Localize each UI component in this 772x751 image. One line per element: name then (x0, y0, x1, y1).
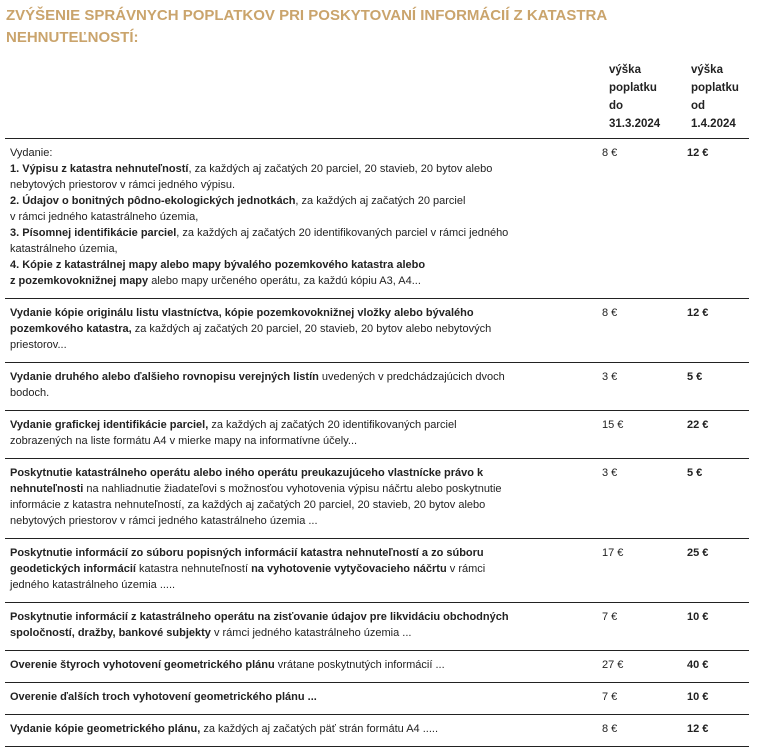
description-bold-text: Poskytnutie katastrálneho operátu alebo iného operátu preukazujúceho vlastnícke právo k (10, 467, 484, 479)
description-line (10, 417, 580, 433)
header-description (5, 59, 598, 139)
description-line (10, 609, 580, 625)
header-new-line: poplatku (691, 82, 739, 94)
table-row (5, 683, 749, 715)
description-text: jedného katastrálneho územia ..... (10, 579, 176, 591)
description-text: vrátane poskytnutých informácií ... (274, 659, 445, 671)
fee-old-value: 27 € (598, 651, 679, 683)
fee-table (5, 59, 749, 747)
fee-old-value: 15 € (598, 411, 679, 459)
header-old-line: výška (609, 64, 641, 76)
fee-description (5, 683, 598, 715)
description-line (10, 657, 580, 673)
header-new-line: výška (691, 64, 723, 76)
description-bold-text: Vydanie kópie geometrického plánu, (10, 723, 201, 735)
description-line (10, 161, 580, 177)
fee-description (5, 603, 598, 651)
table-row (5, 363, 749, 411)
description-line (10, 145, 580, 161)
description-bold-text: 2. Údajov o bonitných pôdno-ekologických jednotkách (10, 195, 296, 207)
table-header-row (5, 59, 749, 139)
description-text: uvedených v predchádzajúcich dvoch (318, 371, 505, 383)
description-text: nebytových priestorov v rámci jedného katastrálneho územia ... (10, 515, 318, 527)
description-line (10, 721, 580, 737)
description-bold-text: z pozemkovoknižnej mapy (10, 275, 149, 287)
description-line (10, 625, 580, 641)
description-bold-text: Overenie štyroch vyhotovení geometrického plánu (10, 659, 275, 671)
fee-old-value: 3 € (598, 459, 679, 539)
fee-old-value: 7 € (598, 683, 679, 715)
description-text: za každých aj začatých päť strán formátu A4 ..... (200, 723, 438, 735)
fee-old-value: 17 € (598, 539, 679, 603)
description-text: , za každých aj začatých 20 parciel, 20 stavieb, 20 bytov alebo (188, 163, 493, 175)
description-text: katastra nehnuteľností (135, 563, 252, 575)
description-text: , za každých aj začatých 20 parciel (295, 195, 466, 207)
header-new-line: od (691, 100, 706, 112)
description-line (10, 193, 580, 209)
description-line (10, 257, 580, 273)
fee-description (5, 459, 598, 539)
description-text: alebo mapy určeného operátu, za každú kópiu A3, A4... (148, 275, 421, 287)
description-bold-text: Vydanie grafickej identifikácie parciel, (10, 419, 209, 431)
table-row (5, 715, 749, 747)
header-new-line: 1.4.2024 (691, 118, 736, 130)
fee-description (5, 411, 598, 459)
description-line (10, 305, 580, 321)
table-row (5, 411, 749, 459)
description-line (10, 497, 580, 513)
description-text: zobrazených na liste formátu A4 v mierke mapy na informatívne účely... (10, 435, 358, 447)
description-line (10, 273, 580, 289)
description-bold-text: Poskytnutie informácií z katastrálneho operátu na zisťovanie údajov pre likvidáciu obchodných (10, 611, 509, 623)
description-text: priestorov... (10, 339, 67, 351)
table-row (5, 651, 749, 683)
description-line (10, 337, 580, 353)
fee-old-value: 7 € (598, 603, 679, 651)
description-bold-text: geodetických informácií (10, 563, 136, 575)
description-bold-text: Poskytnutie informácií zo súboru popisných informácií katastra nehnuteľností a zo súboru (10, 547, 484, 559)
fee-description (5, 363, 598, 411)
description-text: katastrálneho územia, (10, 243, 118, 255)
description-bold-text: spoločností, dražby, bankové subjekty (10, 627, 211, 639)
description-text: na nahliadnutie žiadateľovi s možnosťou vyhotovenia výpisu náčrtu alebo poskytnutie (83, 483, 502, 495)
document-title: ZVÝŠENIE SPRÁVNYCH POPLATKOV PRI POSKYTOVANÍ INFORMÁCIÍ Z KATASTRA NEHNUTEĽNOSTÍ: (6, 7, 607, 46)
description-text: nebytových priestorov v rámci jedného výpisu. (10, 179, 235, 191)
table-row (5, 139, 749, 299)
description-bold-text: 4. Kópie z katastrálnej mapy alebo mapy bývalého pozemkového katastra alebo (10, 259, 426, 271)
description-line (10, 433, 580, 449)
description-line (10, 209, 580, 225)
fee-new-value: 12 € (679, 715, 749, 747)
header-old-line: do (609, 100, 624, 112)
description-bold-text: 3. Písomnej identifikácie parciel (10, 227, 177, 239)
fee-description (5, 139, 598, 299)
fee-new-value: 12 € (679, 139, 749, 299)
description-line (10, 321, 580, 337)
description-text: v rámci jedného katastrálneho územia ... (210, 627, 412, 639)
fee-description (5, 299, 598, 363)
fee-new-value: 10 € (679, 683, 749, 715)
fee-description (5, 651, 598, 683)
fee-new-value: 40 € (679, 651, 749, 683)
fee-description (5, 539, 598, 603)
description-line (10, 577, 580, 593)
description-line (10, 369, 580, 385)
description-line (10, 385, 580, 401)
header-old-line: 31.3.2024 (609, 118, 661, 130)
description-bold-text: pozemkového katastra, (10, 323, 132, 335)
fee-old-value: 3 € (598, 363, 679, 411)
description-text: za každých aj začatých 20 identifikovaných parciel (208, 419, 457, 431)
table-row (5, 459, 749, 539)
description-line (10, 545, 580, 561)
fee-old-value: 8 € (598, 299, 679, 363)
fee-new-value: 22 € (679, 411, 749, 459)
header-new-fee (679, 59, 749, 139)
fee-new-value: 5 € (679, 459, 749, 539)
fee-new-value: 12 € (679, 299, 749, 363)
description-text: informácie z katastra nehnuteľností, za každých aj začatých 20 parciel, 20 stavieb, 20 bytov alebo (10, 499, 486, 511)
table-row (5, 603, 749, 651)
description-line (10, 481, 580, 497)
description-bold-text: na vyhotovenie vytyčovacieho náčrtu (251, 563, 447, 575)
description-text: bodoch. (10, 387, 50, 399)
description-text: , za každých aj začatých 20 identifikovaných parciel v rámci jedného (176, 227, 509, 239)
description-text: Vydanie: (10, 147, 53, 159)
description-text: za každých aj začatých 20 parciel, 20 stavieb, 20 bytov alebo nebytových (131, 323, 492, 335)
description-text: v rámci (446, 563, 486, 575)
table-row (5, 539, 749, 603)
description-line (10, 561, 580, 577)
description-bold-text: Overenie ďalších troch vyhotovení geometrického plánu ... (10, 691, 317, 703)
header-old-line: poplatku (609, 82, 657, 94)
description-line (10, 177, 580, 193)
description-bold-text: nehnuteľnosti (10, 483, 84, 495)
fee-old-value: 8 € (598, 715, 679, 747)
description-bold-text: Vydanie kópie originálu listu vlastníctva, kópie pozemkovoknižnej vložky alebo bývalého (10, 307, 474, 319)
table-row (5, 299, 749, 363)
fee-old-value: 8 € (598, 139, 679, 299)
header-old-fee (598, 59, 679, 139)
fee-description (5, 715, 598, 747)
description-line (10, 513, 580, 529)
description-bold-text: Vydanie druhého alebo ďalšieho rovnopisu verejných listín (10, 371, 319, 383)
description-bold-text: 1. Výpisu z katastra nehnuteľností (10, 163, 189, 175)
description-text: v rámci jedného katastrálneho územia, (10, 211, 199, 223)
fee-new-value: 5 € (679, 363, 749, 411)
description-line (10, 225, 580, 241)
description-line (10, 465, 580, 481)
description-line (10, 241, 580, 257)
description-line (10, 689, 580, 705)
fee-new-value: 25 € (679, 539, 749, 603)
fee-new-value: 10 € (679, 603, 749, 651)
fee-rows (5, 139, 749, 747)
